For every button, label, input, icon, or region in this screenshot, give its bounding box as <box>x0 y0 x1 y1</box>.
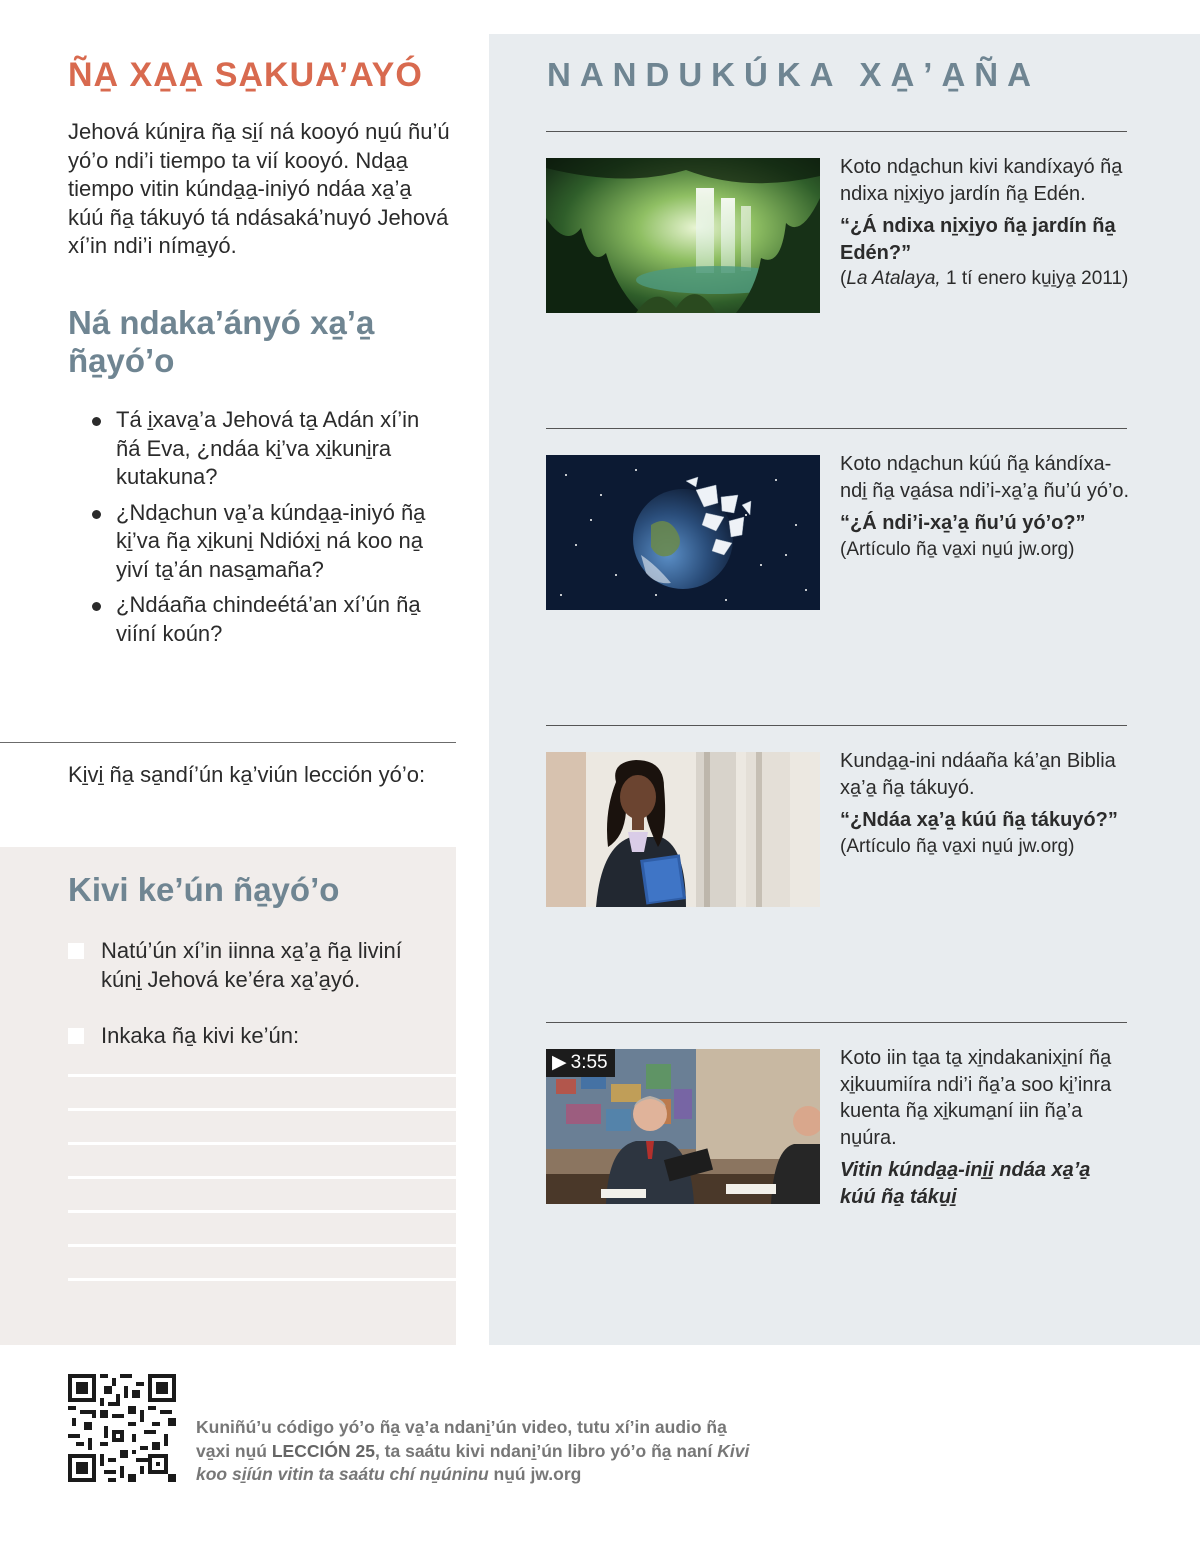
explore-item-text: Koto nda̱chun kivi kandíxayó ña̱ ndixa ni̱xi̱yo jardín ña̱ Edén. “¿Á ndixa ni̱xi̱yo ña̱ jardín ña̱ Edén?” (La Atalaya, 1 tí enero ku̱i̱ya̱ 2011) <box>840 154 1130 293</box>
divider <box>0 742 456 743</box>
footer-text: Kuniñú’u código yó’o ña̱ va̱’a ndani̱’ún video, tutu xí’in audio ña̱ va̱xi nu̱ú LECCIÓN 25, ta saátu kivi ndani̱’ún libro yó’o ña̱ naní Kivi koo si̱íún vitin ta saátu chí nu̱úninu nu̱ú jw.org <box>196 1417 750 1484</box>
goals-title: Kivi ke’ún ña̱yó’o <box>68 871 340 908</box>
divider <box>546 428 1127 429</box>
review-question: ¿Ndáaña chindeétá’an xí’ún ña̱ viíní koún? <box>90 591 435 648</box>
divider <box>546 1022 1127 1023</box>
goal-item[interactable] <box>68 937 438 994</box>
review-questions <box>90 406 435 655</box>
earth-image[interactable] <box>546 455 820 610</box>
bullet-icon <box>92 417 101 426</box>
play-icon: ▶ <box>552 1052 567 1073</box>
bullet-icon <box>92 510 101 519</box>
writing-line[interactable] <box>68 1176 456 1179</box>
article-link[interactable]: “¿Á ndixa ni̱xi̱yo ña̱ jardín ña̱ Edén?” <box>840 215 1116 264</box>
divider <box>546 725 1127 726</box>
article-link[interactable]: “¿Ndáa xa̱’a̱ kúú ña̱ tákuyó?” <box>840 809 1118 831</box>
review-title: Ná ndaka’ányó xa̱’a̱ ña̱yó’o <box>68 304 375 379</box>
writing-line[interactable] <box>68 1210 456 1213</box>
source: (Artículo ña̱ va̱xi nu̱ú jw.org) <box>840 835 1075 857</box>
writing-line[interactable] <box>68 1244 456 1247</box>
summary-title: ÑA̱ XA̱A̱ SA̱KUA’AYÓ <box>68 56 423 94</box>
source: (La Atalaya, 1 tí enero ku̱i̱ya̱ 2011) <box>840 268 1129 289</box>
video-link[interactable]: Vitin kúnda̱a̱-ini̱i̱ ndáa xa̱’a̱ kúú ña̱ táku̱i̱ <box>840 1159 1091 1208</box>
writing-line[interactable] <box>68 1142 456 1145</box>
explore-title: NANDUKÚKA XA̱’A̱ÑA <box>547 56 1040 93</box>
divider <box>546 131 1127 132</box>
garden-image[interactable] <box>546 158 820 313</box>
goal-text: Inkaka ña̱ kivi ke’ún: <box>101 1023 300 1048</box>
explore-panel <box>489 34 1200 1345</box>
explore-item-text: Kunda̱a̱-ini ndáaña ká’a̱n Biblia xa̱’a̱ ña̱ tákuyó. “¿Ndáa xa̱’a̱ kúú ña̱ tákuyó?” (Artículo ña̱ va̱xi nu̱ú jw.org) <box>840 748 1130 860</box>
writing-line[interactable] <box>68 1278 456 1281</box>
writing-line[interactable] <box>68 1108 456 1111</box>
review-question: ¿Nda̱chun va̱’a kúnda̱a̱-iniyó ña̱ ki̱’va ña̱ xi̱kuni̱ Ndióxi̱ ná koo na̱ yiví ta̱’án nasa̱maña? <box>90 499 435 585</box>
bullet-icon <box>92 602 101 611</box>
writing-line[interactable] <box>68 1074 456 1077</box>
article-link[interactable]: “¿Á ndi’i-xa̱’a̱ ñu’ú yó’o?” <box>840 512 1086 534</box>
video-duration-badge <box>546 1049 615 1077</box>
woman-image[interactable] <box>546 752 820 907</box>
checkbox[interactable] <box>68 943 84 959</box>
goal-text: Natú’ún xí’in iinna xa̱’a̱ ña̱ liviní kúni̱ Jehová ke’éra xa̱’a̱yó. <box>101 938 402 992</box>
review-question: Tá i̱xava̱’a Jehová ta̱ Adán xí’in ñá Eva, ¿ndáa ki̱’va xi̱kuni̱ra kutakuna? <box>90 406 435 492</box>
explore-item-text: Koto nda̱chun kúú ña̱ kándíxa-ndi̱ ña̱ va̱ása ndi’i-xa̱’a̱ ñu’ú yó’o. “¿Á ndi’i-xa̱’a̱ ñu’ú yó’o?” (Artículo ña̱ va̱xi nu̱ú jw.org) <box>840 451 1130 563</box>
qr-code[interactable] <box>68 1374 176 1482</box>
checkbox[interactable] <box>68 1028 84 1044</box>
completion-date-label: Ki̱vi̱ ña̱ sa̱ndí’ún ka̱’viún lección yó’o: <box>68 762 426 787</box>
goal-item-other[interactable] <box>68 1022 438 1051</box>
video-thumbnail[interactable] <box>546 1049 820 1204</box>
summary-text: Jehová kúni̱ra ña̱ si̱í ná kooyó nu̱ú ñu’ú yó’o ndi’i tiempo ta vií kooyó. Nda̱a̱ tiempo vitin kúnda̱a̱-iniyó ndáa xa̱’a̱ kúú ña̱ tákuyó tá ndásaká’nuyó Jehová xí’in ndi’i níma̱yó. <box>68 119 450 258</box>
source: (Artículo ña̱ va̱xi nu̱ú jw.org) <box>840 538 1075 560</box>
goals-panel <box>0 847 456 1345</box>
video-duration: 3:55 <box>570 1051 608 1073</box>
explore-item-text: Koto iin ta̱a ta̱ xi̱ndakanixi̱ní ña̱ xi̱kuumiíra ndi’i ña̱’a soo ki̱’inra kuenta ña̱ xi̱kuma̱ní iin ña̱’a nu̱úra. Vitin kúnda̱a̱-ini̱i̱ ndáa xa̱’a̱ kúú ña̱ táku̱i̱ <box>840 1045 1130 1210</box>
